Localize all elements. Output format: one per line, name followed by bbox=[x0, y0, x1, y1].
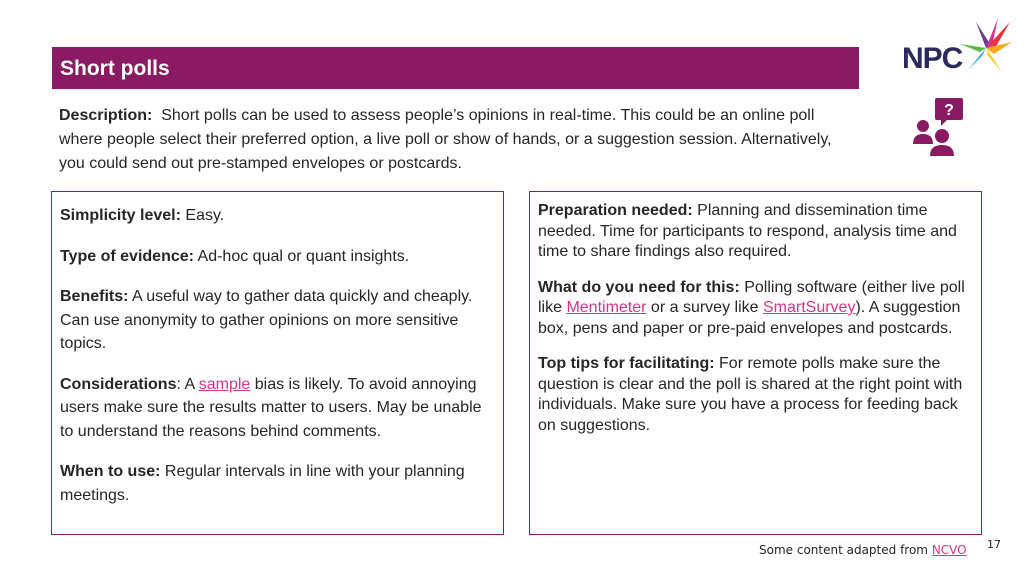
simplicity-label: Simplicity level: bbox=[60, 207, 181, 224]
when-row bbox=[60, 460, 495, 507]
benefits-row bbox=[60, 285, 495, 356]
mentimeter-link[interactable]: Mentimeter bbox=[566, 299, 647, 316]
preparation-value: Planning and dissemination time needed. Time for participants to respond, analysis time and time to share findings also required. bbox=[538, 202, 957, 260]
benefits-label: Benefits: bbox=[60, 288, 129, 305]
need-mid: or a survey like bbox=[646, 299, 763, 316]
need-pre: Polling software (either live poll like bbox=[538, 278, 965, 316]
considerations-pre: : A bbox=[176, 375, 199, 393]
considerations-label: Considerations bbox=[60, 375, 177, 393]
benefits-value: A useful way to gather data quickly and cheaply. Can use anonymity to gather opinions on more sensitive topics. bbox=[60, 288, 473, 352]
page-number: 17 bbox=[987, 538, 1001, 551]
need-label: What do you need for this: bbox=[538, 278, 740, 296]
evidence-row bbox=[60, 245, 495, 269]
svg-text:?: ? bbox=[944, 102, 954, 119]
sample-link[interactable]: sample bbox=[198, 375, 251, 393]
preparation-row bbox=[538, 201, 973, 263]
smartsurvey-link[interactable]: SmartSurvey bbox=[762, 299, 856, 316]
need-row bbox=[538, 278, 973, 340]
preparation-label: Preparation needed: bbox=[538, 202, 693, 219]
star-icon bbox=[958, 18, 1014, 74]
tips-value: For remote polls make sure the question is clear and the poll is shared at the right point with individuals. Make sure you have a process for feeding back on suggestions. bbox=[538, 355, 963, 434]
ncvo-link[interactable]: NCVO bbox=[931, 543, 967, 557]
need-post: ). A suggestion box, pens and paper or pre-paid envelopes and postcards. bbox=[538, 299, 961, 337]
page-title: Short polls bbox=[60, 57, 170, 80]
simplicity-value: Easy. bbox=[185, 207, 225, 224]
npc-logo bbox=[902, 18, 1014, 78]
evidence-label: Type of evidence: bbox=[60, 247, 194, 265]
evidence-value: Ad-hoc qual or quant insights. bbox=[197, 247, 410, 265]
title-bar bbox=[52, 47, 859, 89]
when-label: When to use: bbox=[60, 463, 161, 480]
considerations-post: bias is likely. To avoid annoying users make sure the results matter to users. May be unable to understand the reasons behind comments. bbox=[60, 375, 482, 440]
simplicity-row bbox=[60, 204, 495, 228]
right-info-box bbox=[529, 191, 982, 535]
description-text: Short polls can be used to assess people’s opinions in real-time. This could be an online poll where people select their preferred option, a live poll or show of hands, or a suggestion session. Alternatively, you could send out pre-stamped envelopes or postcards. bbox=[59, 107, 832, 172]
considerations-row bbox=[60, 373, 495, 444]
left-info-box bbox=[51, 191, 504, 535]
tips-row bbox=[538, 354, 973, 436]
footer-text: Some content adapted from bbox=[759, 543, 932, 557]
description-label: Description: bbox=[59, 107, 153, 124]
footer-credit bbox=[759, 543, 967, 557]
tips-label: Top tips for facilitating: bbox=[538, 355, 715, 372]
when-value: Regular intervals in line with your planning meetings. bbox=[60, 463, 465, 504]
description bbox=[59, 104, 849, 176]
logo-text: NPC bbox=[902, 42, 963, 75]
people-question-icon bbox=[911, 98, 971, 158]
